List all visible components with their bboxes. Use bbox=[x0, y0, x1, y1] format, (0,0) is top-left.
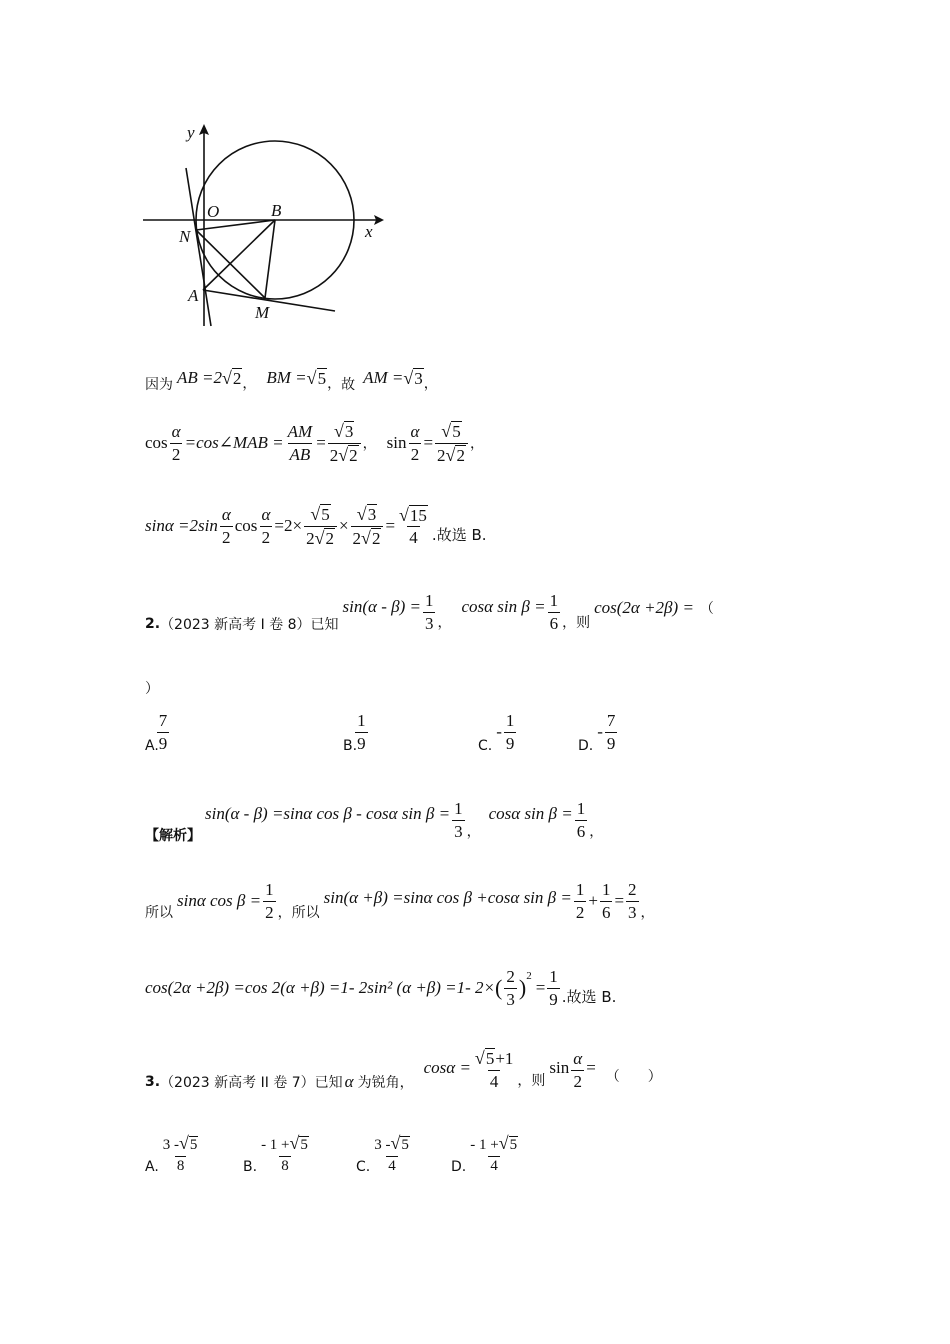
eq-2x: =2× bbox=[274, 516, 303, 536]
frac-c: $\frac{2}{3}$ bbox=[628, 879, 637, 922]
frac-sqrt5p1-4: $\frac{√5+1}{4}$ bbox=[474, 1048, 514, 1092]
option-label: B. bbox=[343, 738, 358, 754]
frac-alpha-2b: $\frac{\alpha}{2}$ bbox=[410, 422, 420, 464]
cos: cos bbox=[234, 516, 258, 536]
q3-cos: cosα = bbox=[423, 1058, 471, 1077]
sqrt-ab: √2 bbox=[222, 367, 242, 388]
eq: = bbox=[385, 516, 396, 536]
sin-alpha-expr: sinα =2sin bbox=[145, 516, 218, 536]
comma: ， bbox=[242, 376, 257, 392]
sol1-expr: sin(α - β) =sinα cos β - cosα sin β = bbox=[205, 804, 451, 823]
segment-NB bbox=[196, 220, 275, 230]
option-frac: $\frac{3 -√5}{4}$ bbox=[374, 1132, 409, 1174]
q2-expr3: cos(2α +2β) = bbox=[594, 598, 694, 617]
option-sign: - bbox=[597, 722, 603, 741]
q2-option-d[interactable] bbox=[578, 710, 619, 754]
option-label: D. bbox=[451, 1159, 467, 1175]
option-label: A. bbox=[145, 738, 159, 754]
cos-angle: =cos∠MAB = bbox=[184, 433, 284, 453]
frac-s3: $\frac{√3}{2√2}$ bbox=[351, 505, 384, 548]
q3-stem bbox=[145, 1048, 662, 1092]
option-frac: $\frac{1}{9}$ bbox=[505, 710, 515, 753]
option-frac: $\frac{7}{9}$ bbox=[606, 710, 616, 753]
frac-sqrt5-2sqrt2: $\frac{√5}{2√2}$ bbox=[435, 422, 468, 465]
frac-a-2: $\frac{\alpha}{2}$ bbox=[221, 505, 231, 547]
q3-option-a[interactable] bbox=[145, 1133, 202, 1175]
text-ze: ，则 bbox=[562, 615, 591, 631]
q2-stem bbox=[145, 590, 714, 634]
exponent: 2 bbox=[526, 970, 532, 982]
comma: ， bbox=[362, 436, 377, 453]
frac-a: $\frac{1}{2}$ bbox=[575, 879, 585, 922]
sqrt-bm: √5 bbox=[306, 367, 327, 388]
q1-line3 bbox=[145, 505, 487, 548]
option-frac: $\frac{- 1 +√5}{8}$ bbox=[261, 1132, 308, 1174]
times: × bbox=[338, 516, 349, 536]
comma: ， bbox=[327, 376, 342, 392]
option-label: D. bbox=[578, 738, 594, 754]
eq: = bbox=[586, 1058, 596, 1077]
segment-BM bbox=[265, 220, 275, 298]
q2-sol-line3 bbox=[145, 968, 616, 1009]
q2-option-c[interactable] bbox=[478, 710, 518, 754]
geometry-figure bbox=[0, 0, 420, 340]
option-frac: $\frac{1}{9}$ bbox=[357, 710, 366, 753]
cos: cos bbox=[145, 433, 168, 453]
comma: ， bbox=[437, 615, 452, 631]
sol1b-expr: cosα sin β = bbox=[488, 804, 573, 823]
option-frac: $\frac{3 -√5}{8}$ bbox=[162, 1132, 198, 1174]
label-A: A bbox=[188, 286, 199, 305]
label-y: y bbox=[187, 123, 195, 142]
q2-source: （2023 新高考 I 卷 8）已知 bbox=[160, 617, 339, 633]
label-B: B bbox=[271, 201, 282, 220]
sol2-expr: sinα cos β = bbox=[177, 891, 262, 910]
ab-eq: AB =2 bbox=[177, 368, 222, 387]
comma: ， bbox=[423, 376, 438, 392]
text-ze: ，则 bbox=[517, 1073, 546, 1089]
eq: = bbox=[316, 433, 326, 453]
conclusion: .故选 B. bbox=[561, 987, 617, 1006]
bm-eq: BM = bbox=[266, 368, 307, 387]
q3-number: 3. bbox=[145, 1074, 161, 1090]
comma: ， bbox=[589, 824, 604, 840]
text-suoyi: 所以 bbox=[145, 905, 173, 921]
frac-1-3: $\frac{1}{3}$ bbox=[454, 798, 463, 841]
frac-2-3: $\frac{2}{3}$ bbox=[506, 967, 515, 1009]
q2-expr2: cosα sin β = bbox=[461, 597, 546, 616]
frac-s5: $\frac{√5}{2√2}$ bbox=[304, 505, 337, 548]
q3-option-c[interactable] bbox=[356, 1133, 414, 1175]
label-M: M bbox=[255, 303, 270, 322]
q2-option-a[interactable] bbox=[145, 710, 171, 754]
answer-paren: （ ） bbox=[605, 1069, 662, 1085]
option-label: C. bbox=[356, 1159, 371, 1175]
text-gu: 故 bbox=[341, 377, 356, 393]
label-O: O bbox=[207, 202, 220, 221]
text-ruijiao: 为锐角， bbox=[357, 1075, 414, 1091]
frac-b: $\frac{1}{6}$ bbox=[601, 879, 611, 922]
option-sign: - bbox=[496, 722, 502, 741]
frac-sqrt3-2sqrt2: $\frac{√3}{2√2}$ bbox=[328, 422, 361, 465]
frac-s15-4: $\frac{√15}{4}$ bbox=[399, 504, 427, 548]
text-yinwei: 因为 bbox=[145, 377, 173, 393]
q1-line2 bbox=[145, 422, 484, 465]
frac-a-2: $\frac{\alpha}{2}$ bbox=[573, 1048, 583, 1091]
eq: = bbox=[535, 978, 546, 998]
eq: = bbox=[423, 433, 434, 453]
option-label: C. bbox=[478, 738, 493, 754]
paren-close: ） bbox=[145, 681, 159, 697]
q1-line1 bbox=[145, 362, 438, 394]
option-frac: $\frac{- 1 +√5}{4}$ bbox=[470, 1132, 518, 1174]
am-eq: AM = bbox=[363, 368, 404, 387]
q2-option-b[interactable] bbox=[343, 710, 370, 754]
q2-number: 2. bbox=[145, 616, 161, 632]
frac-a-2b: $\frac{\alpha}{2}$ bbox=[261, 505, 271, 547]
sqrt-am: √3 bbox=[403, 367, 423, 388]
plus: + bbox=[588, 891, 598, 910]
sin: sin bbox=[386, 433, 407, 453]
q3-option-d[interactable] bbox=[451, 1133, 522, 1175]
frac-alpha-2: $\frac{\alpha}{2}$ bbox=[171, 422, 181, 464]
q2-sol-line2 bbox=[145, 880, 655, 922]
text-suoyi2: ，所以 bbox=[277, 905, 320, 921]
frac-1-2: $\frac{1}{2}$ bbox=[265, 879, 274, 922]
label-N: N bbox=[179, 227, 191, 246]
q2-expr1: sin(α - β) = bbox=[342, 597, 421, 616]
sin: sin bbox=[549, 1058, 570, 1077]
frac-1-3: $\frac{1}{3}$ bbox=[424, 590, 434, 633]
paren-open: （ bbox=[699, 601, 714, 617]
q2-sol-line1 bbox=[145, 795, 603, 845]
q3-option-b[interactable] bbox=[243, 1133, 313, 1175]
label-x: x bbox=[365, 222, 373, 241]
frac-1-6: $\frac{1}{6}$ bbox=[576, 798, 586, 841]
alpha: α bbox=[344, 1072, 354, 1091]
conclusion: .故选 B. bbox=[431, 525, 487, 544]
segment-AB bbox=[203, 220, 275, 290]
jiexi-label: 【解析】 bbox=[145, 828, 201, 844]
frac-1-6: $\frac{1}{6}$ bbox=[549, 590, 559, 633]
eq: = bbox=[614, 891, 625, 910]
sol3-expr: cos(2α +2β) =cos 2(α +β) =1- 2sin² (α +β) =1- 2× bbox=[145, 978, 496, 998]
paren-right: ) bbox=[518, 975, 527, 1001]
q3-source: （2023 新高考 II 卷 7）已知 bbox=[160, 1075, 343, 1091]
comma: ， bbox=[466, 824, 481, 840]
frac-am-ab: $\frac{AM}{AB}$ bbox=[287, 422, 313, 464]
option-label: B. bbox=[243, 1159, 258, 1175]
paren-left: ( bbox=[495, 975, 503, 1001]
comma: ， bbox=[640, 905, 655, 921]
frac-1-9: $\frac{1}{9}$ bbox=[549, 967, 558, 1009]
option-frac: $\frac{7}{9}$ bbox=[158, 710, 168, 753]
option-label: A. bbox=[145, 1159, 159, 1175]
sol2b-expr: sin(α +β) =sinα cos β +cosα sin β = bbox=[323, 888, 572, 907]
comma: ， bbox=[469, 436, 484, 453]
